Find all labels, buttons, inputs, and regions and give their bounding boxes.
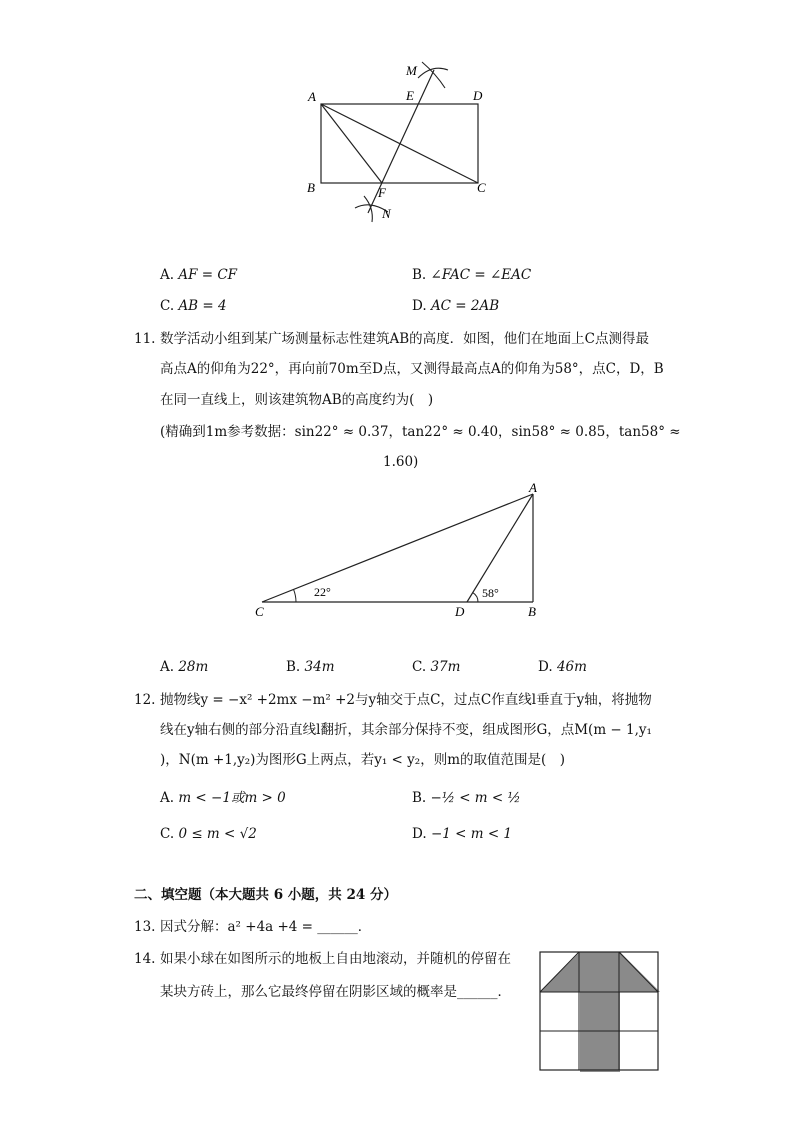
- option-text: ∠FAC = ∠EAC: [430, 267, 532, 283]
- q12-option-b[interactable]: [412, 789, 521, 807]
- q11-option-a[interactable]: [160, 658, 208, 676]
- q12-line-2: 线在y轴右侧的部分沿直线l翻折，其余部分保持不变，组成图形G，点M(m − 1,y₁: [160, 722, 652, 738]
- q10-label-c: C: [477, 180, 486, 195]
- q11-number: 11.: [134, 331, 156, 347]
- q10-label-b: B: [307, 180, 315, 195]
- q10-label-f: F: [378, 185, 386, 200]
- q10-label-a: A: [308, 89, 316, 104]
- q11-angle-d: 58°: [482, 586, 499, 600]
- option-letter: C.: [160, 298, 175, 314]
- option-letter: B.: [286, 659, 301, 675]
- q10-option-a[interactable]: [160, 266, 237, 284]
- q11-option-c[interactable]: [412, 658, 460, 676]
- option-text: AB = 4: [178, 298, 227, 314]
- q10-option-c[interactable]: [160, 297, 227, 315]
- q14-line-1: 如果小球在如图所示的地板上自由地滚动，并随机的停留在: [160, 951, 511, 967]
- option-text: −½ < m < ½: [430, 790, 521, 806]
- q12-option-c[interactable]: [160, 825, 257, 843]
- q11-angle-c: 22°: [314, 585, 331, 599]
- option-letter: A.: [160, 659, 175, 675]
- q11-label-d: D: [455, 604, 465, 619]
- option-text: 37m: [430, 659, 461, 675]
- q10-label-m: M: [406, 63, 417, 78]
- q11-line-5: 1.60): [383, 454, 419, 470]
- q11-line-2: 高点A的仰角为22°，再向前70m至D点，又测得最高点A的仰角为58°，点C，D，B: [160, 361, 664, 377]
- option-letter: D.: [412, 826, 427, 842]
- q13-number: 13.: [134, 919, 156, 935]
- option-text: −1 < m < 1: [430, 826, 513, 842]
- q10-label-n: N: [382, 206, 391, 221]
- q10-option-b[interactable]: [412, 266, 531, 284]
- q11-line-1: 数学活动小组到某广场测量标志性建筑AB的高度．如图，他们在地面上C点测得最: [160, 331, 649, 347]
- option-letter: A.: [160, 267, 175, 283]
- section-title: 二、填空题（本大题共 6 小题，共 24 分）: [134, 887, 397, 903]
- option-text: AC = 2AB: [430, 298, 500, 314]
- q11-option-b[interactable]: [286, 658, 335, 676]
- q12-option-a[interactable]: [160, 789, 286, 807]
- option-text: 0 ≤ m < √2: [178, 826, 257, 842]
- q11-label-b: B: [528, 604, 536, 619]
- q11-label-c: C: [255, 604, 264, 619]
- q10-option-d[interactable]: [412, 297, 499, 315]
- q11-line-4: (精确到1m参考数据：sin22° ≈ 0.37，tan22° ≈ 0.40，sin58° ≈ 0.85，tan58° ≈: [160, 424, 681, 440]
- option-text: 34m: [304, 659, 335, 675]
- q10-rectangle-figure: [290, 55, 510, 230]
- option-text: m < −1或m > 0: [178, 790, 286, 806]
- option-letter: A.: [160, 790, 175, 806]
- option-letter: C.: [412, 659, 427, 675]
- option-letter: D.: [412, 298, 427, 314]
- q14-line-2: 某块方砖上，那么它最终停留在阴影区域的概率是______．: [160, 984, 511, 1000]
- q11-triangle-figure: [250, 478, 550, 623]
- option-text: AF = CF: [178, 267, 238, 283]
- option-text: 28m: [178, 659, 209, 675]
- q10-label-d: D: [473, 88, 483, 103]
- option-letter: D.: [538, 659, 553, 675]
- q11-option-d[interactable]: [538, 658, 587, 676]
- q12-option-d[interactable]: [412, 825, 512, 843]
- q12-line-3: )，N(m +1,y₂)为图形G上两点，若y₁ < y₂，则m的取值范围是( ): [160, 752, 566, 768]
- option-text: 46m: [556, 659, 587, 675]
- q11-line-3: 在同一直线上，则该建筑物AB的高度约为( ): [160, 392, 434, 408]
- q11-label-a: A: [529, 480, 537, 495]
- q14-tile-figure: [538, 950, 662, 1074]
- option-letter: B.: [412, 267, 427, 283]
- q13-text: 因式分解：a² +4a +4 = ______．: [160, 919, 372, 935]
- option-letter: B.: [412, 790, 427, 806]
- option-letter: C.: [160, 826, 175, 842]
- q12-line-1: 抛物线y = −x² +2mx −m² +2与y轴交于点C，过点C作直线l垂直于y轴，将抛物: [160, 692, 652, 708]
- q14-number: 14.: [134, 951, 156, 967]
- q10-label-e: E: [406, 88, 414, 103]
- q12-number: 12.: [134, 692, 156, 708]
